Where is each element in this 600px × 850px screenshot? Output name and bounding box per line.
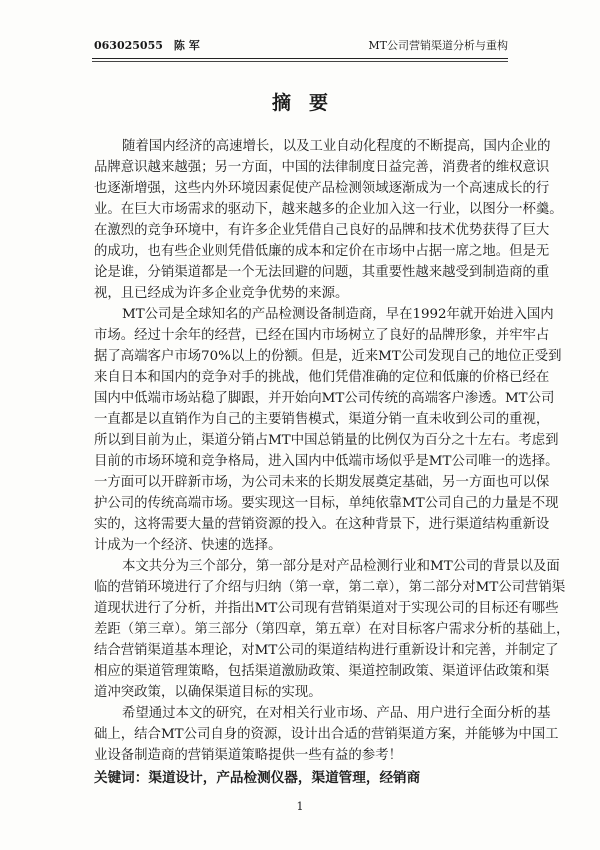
text-line: 差距（第三章）。第三部分（第四章，第五章）在对目标客户需求分析的基础上，: [94, 622, 570, 637]
header-author: 063025055 陈 军: [94, 39, 200, 52]
text-line: 据了高端客户市场70%以上的份额。但是，近来MT公司发现自己的地位正受到: [94, 349, 562, 364]
header-thesis-title: MT公司营销渠道分析与重构: [368, 39, 508, 52]
paragraph-1: [94, 136, 563, 304]
text-line: 本文共分为三个部分，第一部分是对产品检测行业和MT公司的背景以及面: [122, 559, 560, 574]
text-line: 随着国内经济的高速增长，以及工业自动化程度的不断提高，国内企业的: [122, 139, 551, 154]
paragraph-3: [94, 556, 570, 703]
text-line: 护公司的传统高端市场。要实现这一目标，单纯依靠MT公司自己的力量是不现: [94, 496, 559, 511]
text-line: 国内中低端市场站稳了脚跟，并开始向MT公司传统的高端客户渗透。MT公司: [94, 391, 555, 406]
text-line: 也逐渐增强，这些内外环境因素促使产品检测领域逐渐成为一个高速成长的行: [94, 181, 550, 196]
text-line: 的成功，也有些企业则凭借低廉的成本和定价在市场中占据一席之地。但是无: [94, 244, 550, 259]
text-line: 所以到目前为止，渠道分销占MT中国总销量的比例仅为百分之十左右。考虑到: [94, 433, 559, 448]
running-header: [94, 36, 508, 56]
text-line: 临的营销环境进行了介绍与归纳（第一章，第二章），第二部分对MT公司营销渠: [94, 580, 566, 595]
text-line: 结合营销渠道基本理论，对MT公司的渠道结构进行重新设计和完善，并制定了: [94, 643, 559, 658]
text-line: 业。在巨大市场需求的驱动下，越来越多的企业加入这一行业，以图分一杯羹。: [94, 202, 563, 217]
text-line: 市场。经过十余年的经营，已经在国内市场树立了良好的品牌形象，并牢牢占: [94, 328, 550, 343]
text-line: 道冲突政策，以确保渠道目标的实现。: [94, 685, 322, 700]
text-line: MT公司是全球知名的产品检测设备制造商，早在1992年就开始进入国内: [122, 307, 554, 322]
text-line: 视，且已经成为许多企业竞争优势的来源。: [94, 286, 349, 301]
text-line: 础上，结合MT公司自身的资源，设计出合适的营销渠道方案，并能够为中国工: [94, 727, 559, 742]
text-line: 道现状进行了分析，并指出MT公司现有营销渠道对于实现公司的目标还有哪些: [94, 601, 559, 616]
text-line: 在激烈的竞争环境中，有许多企业凭借自己良好的品牌和技术优势获得了巨大: [94, 223, 550, 238]
text-line: 来自日本和国内的竞争对手的挑战，他们凭借准确的定位和低廉的价格已经在: [94, 370, 550, 385]
text-line: 希望通过本文的研究，在对相关行业市场、产品、用户进行全面分析的基: [122, 706, 551, 721]
keywords: 关键词：渠道设计，产品检测仪器，渠道管理，经销商: [94, 770, 421, 786]
header-rule-thin: [92, 61, 508, 62]
text-line: 相应的渠道管理策略，包括渠道激励政策、渠道控制政策、渠道评估政策和渠: [94, 664, 550, 679]
text-line: 论是谁，分销渠道都是一个无法回避的问题，其重要性越来越受到制造商的重: [94, 265, 550, 280]
paragraph-4: [94, 703, 559, 766]
text-line: 品牌意识越来越强；另一方面，中国的法律制度日益完善，消费者的维权意识: [94, 160, 550, 175]
text-line: 计成为一个经济、快速的选择。: [94, 538, 282, 553]
text-line: 目前的市场环境和竞争格局，进入国内中低端市场似乎是MT公司唯一的选择。: [94, 454, 559, 469]
abstract-title: 摘要: [271, 92, 346, 114]
header-rule-thick: [92, 58, 508, 59]
text-line: 实的，这将需要大量的营销资源的投入。在这种背景下，进行渠道结构重新设: [94, 517, 550, 532]
abstract-body: [94, 136, 570, 766]
text-line: 一方面可以开辟新市场，为公司未来的长期发展奠定基础，另一方面也可以保: [94, 475, 550, 490]
text-line: 一直都是以直销作为自己的主要销售模式，渠道分销一直未收到公司的重视，: [94, 412, 550, 427]
paragraph-2: [94, 304, 562, 556]
text-line: 业设备制造商的营销渠道策略提供一些有益的参考！: [94, 748, 402, 763]
page-number: 1: [296, 800, 304, 813]
